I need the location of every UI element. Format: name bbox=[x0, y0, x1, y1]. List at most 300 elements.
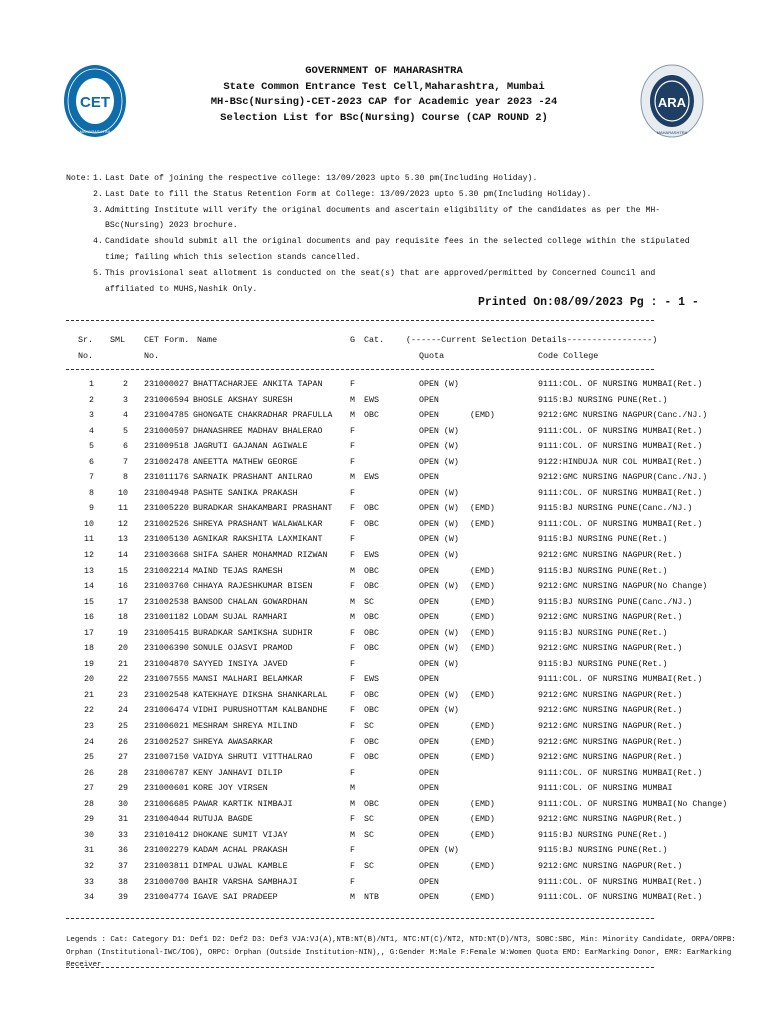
row-sml: 39 bbox=[118, 893, 128, 903]
table-row bbox=[0, 766, 768, 782]
row-sml: 24 bbox=[118, 706, 128, 716]
table-row bbox=[0, 672, 768, 688]
header-line-cap: MH-BSc(Nursing)-CET-2023 CAP for Academic year 2023 -24 bbox=[210, 96, 558, 108]
note-text: Candidate should submit all the original documents and pay requisite fees in the selected college within the stipulated time; failing which this selection stands cancelled. bbox=[105, 237, 690, 262]
row-candidate-name: GHONGATE CHAKRADHAR PRAFULLA bbox=[193, 411, 333, 421]
row-code-college: 9111:COL. OF NURSING MUMBAI(Ret.) bbox=[538, 380, 703, 389]
row-sr-no: 2 bbox=[89, 395, 94, 405]
row-code-college: 9212:GMC NURSING NAGPUR(Ret.) bbox=[538, 753, 683, 763]
row-quota: OPEN (W) bbox=[419, 551, 459, 561]
row-quota: OPEN bbox=[419, 395, 439, 405]
row-sml: 17 bbox=[118, 597, 128, 607]
row-category: OBC bbox=[364, 519, 379, 529]
table-row bbox=[0, 424, 768, 440]
row-quota: OPEN (W) bbox=[419, 690, 459, 700]
row-quota: OPEN (W) bbox=[419, 706, 459, 716]
row-gender: F bbox=[350, 551, 355, 561]
row-candidate-name: VAIDYA SHRUTI VITTHALRAO bbox=[193, 753, 313, 763]
table-row bbox=[0, 843, 768, 859]
row-gender: M bbox=[350, 395, 355, 405]
row-category: OBC bbox=[364, 644, 379, 654]
row-emd-flag: (EMD) bbox=[470, 613, 495, 623]
row-code-college: 9122:HINDUJA NUR COL MUMBAI(Ret.) bbox=[538, 457, 703, 467]
note-number: 2. bbox=[93, 189, 103, 199]
cet-seal-center-text: CET bbox=[80, 94, 110, 111]
row-cet-form-no: 231006594 bbox=[144, 395, 189, 405]
row-cet-form-no: 231005130 bbox=[144, 535, 189, 545]
row-sml: 18 bbox=[118, 613, 128, 623]
row-candidate-name: DHOKANE SUMIT VIJAY bbox=[193, 830, 288, 840]
row-cet-form-no: 231002527 bbox=[144, 737, 189, 747]
row-cet-form-no: 231006474 bbox=[144, 706, 189, 716]
row-quota: OPEN bbox=[419, 597, 439, 607]
row-category: EWS bbox=[364, 473, 379, 483]
row-candidate-name: MANSI MALHARI BELAMKAR bbox=[193, 675, 303, 685]
row-cet-form-no: 231003811 bbox=[144, 861, 189, 871]
row-category: EWS bbox=[364, 395, 379, 405]
row-quota: OPEN bbox=[419, 566, 439, 576]
row-sr-no: 31 bbox=[84, 846, 94, 856]
row-gender: F bbox=[350, 659, 355, 669]
row-gender: F bbox=[350, 582, 355, 592]
col-cet-no: No. bbox=[144, 351, 160, 361]
table-row bbox=[0, 532, 768, 548]
col-gender: G bbox=[350, 335, 356, 345]
table-row bbox=[0, 595, 768, 611]
row-quota: OPEN bbox=[419, 753, 439, 763]
row-quota: OPEN (W) bbox=[419, 504, 459, 514]
row-sr-no: 16 bbox=[84, 613, 94, 623]
row-quota: OPEN bbox=[419, 893, 439, 903]
row-quota: OPEN bbox=[419, 768, 439, 778]
note-number: 1. bbox=[93, 174, 103, 183]
row-cet-form-no: 231004785 bbox=[144, 411, 189, 421]
row-category: OBC bbox=[364, 628, 379, 638]
row-gender: F bbox=[350, 737, 355, 747]
table-row bbox=[0, 719, 768, 735]
row-sml: 5 bbox=[123, 426, 128, 436]
row-gender: F bbox=[350, 753, 355, 763]
printed-on-info: Printed On:08/09/2023 Pg : - 1 - bbox=[478, 296, 699, 309]
cet-seal-bottom-text: MAHARASHTRA bbox=[79, 129, 111, 134]
col-category: Cat. bbox=[364, 335, 385, 345]
row-candidate-name: DIMPAL UJWAL KAMBLE bbox=[193, 861, 288, 871]
table-row bbox=[0, 781, 768, 797]
table-row bbox=[0, 657, 768, 673]
note-number: 4. bbox=[93, 237, 103, 247]
row-sml: 13 bbox=[118, 535, 128, 545]
row-emd-flag: (EMD) bbox=[470, 504, 495, 514]
divider bbox=[66, 918, 654, 919]
row-sml: 20 bbox=[118, 644, 128, 654]
table-row bbox=[0, 703, 768, 719]
row-gender: F bbox=[350, 442, 355, 452]
row-category: OBC bbox=[364, 753, 379, 763]
row-gender: F bbox=[350, 706, 355, 716]
row-quota: OPEN (W) bbox=[419, 659, 459, 669]
row-candidate-name: VIDHI PURUSHOTTAM KALBANDHE bbox=[193, 706, 328, 716]
row-code-college: 9111:COL. OF NURSING MUMBAI(No Change) bbox=[538, 799, 728, 809]
row-cet-form-no: 231000700 bbox=[144, 877, 189, 887]
row-quota: OPEN (W) bbox=[419, 644, 459, 654]
row-code-college: 9111:COL. OF NURSING MUMBAI bbox=[538, 784, 673, 794]
row-candidate-name: SHREYA AWASARKAR bbox=[193, 737, 273, 747]
note-lead: Note: bbox=[66, 174, 91, 183]
row-cet-form-no: 231011176 bbox=[144, 473, 189, 483]
row-cet-form-no: 231000027 bbox=[144, 380, 189, 389]
row-quota: OPEN (W) bbox=[419, 519, 459, 529]
document-header bbox=[120, 64, 648, 126]
note-item bbox=[66, 171, 706, 187]
row-gender: M bbox=[350, 799, 355, 809]
header-line-cell: State Common Entrance Test Cell,Maharashtra, Mumbai bbox=[223, 80, 545, 93]
row-candidate-name: PASHTE SANIKA PRAKASH bbox=[193, 488, 298, 498]
table-row bbox=[0, 626, 768, 642]
table-row bbox=[0, 735, 768, 751]
row-emd-flag: (EMD) bbox=[470, 411, 495, 421]
row-candidate-name: SONULE OJASVI PRAMOD bbox=[193, 644, 293, 654]
row-quota: OPEN (W) bbox=[419, 846, 459, 856]
row-sr-no: 6 bbox=[89, 457, 94, 467]
row-gender: M bbox=[350, 784, 355, 794]
row-category: SC bbox=[364, 722, 374, 732]
row-candidate-name: BANSOD CHALAN GOWARDHAN bbox=[193, 597, 308, 607]
row-category: OBC bbox=[364, 799, 379, 809]
table-row bbox=[0, 548, 768, 564]
row-sr-no: 28 bbox=[84, 799, 94, 809]
table-row bbox=[0, 875, 768, 891]
row-sr-no: 20 bbox=[84, 675, 94, 685]
row-cet-form-no: 231000597 bbox=[144, 426, 189, 436]
row-sr-no: 5 bbox=[89, 442, 94, 452]
row-cet-form-no: 231006021 bbox=[144, 722, 189, 732]
row-sml: 10 bbox=[118, 488, 128, 498]
row-sr-no: 26 bbox=[84, 768, 94, 778]
row-quota: OPEN bbox=[419, 675, 439, 685]
row-sml: 27 bbox=[118, 753, 128, 763]
row-emd-flag: (EMD) bbox=[470, 830, 495, 840]
row-candidate-name: BURADKAR SHAKAMBARI PRASHANT bbox=[193, 504, 333, 514]
row-emd-flag: (EMD) bbox=[470, 628, 495, 638]
row-sml: 23 bbox=[118, 690, 128, 700]
row-category: OBC bbox=[364, 411, 379, 421]
row-gender: M bbox=[350, 597, 355, 607]
row-sml: 30 bbox=[118, 799, 128, 809]
legend-text: Legends : Cat: Category D1: Def1 D2: Def2 D3: Def3 VJA:VJ(A),NTB:NT(B)/NT1, NTC:NT(C)/NT2, NTD:NT(D)/NT3, SOBC:SBC, Min: Minority Candidate, ORPA/ORPB: Orphan (Institutional-IWC/IOG), ORPC: Orphan (Outside Institution-NIN),, G:Gender M:Male F:Female W:Women Quota EMD: EarMarking Donor, EMR: EarMarking Receiver bbox=[66, 936, 736, 969]
row-sr-no: 8 bbox=[89, 488, 94, 498]
row-category: OBC bbox=[364, 706, 379, 716]
row-gender: F bbox=[350, 877, 355, 887]
row-category: SC bbox=[364, 830, 374, 840]
row-code-college: 9115:BJ NURSING PUNE(Ret.) bbox=[538, 395, 668, 405]
note-text: This provisional seat allotment is conducted on the seat(s) that are approved/permitted by Concerned Council and affiliated to MUHS,Nashik Only. bbox=[105, 268, 656, 294]
row-candidate-name: ANEETTA MATHEW GEORGE bbox=[193, 457, 298, 467]
row-emd-flag: (EMD) bbox=[470, 519, 495, 529]
header-line-government: GOVERNMENT OF MAHARASHTRA bbox=[305, 65, 463, 77]
col-quota: Quota bbox=[419, 351, 445, 361]
table-row bbox=[0, 828, 768, 844]
divider bbox=[66, 320, 654, 321]
col-sr-no: No. bbox=[78, 351, 94, 361]
row-sml: 38 bbox=[118, 877, 128, 887]
table-row bbox=[0, 890, 768, 906]
row-sr-no: 9 bbox=[89, 504, 94, 514]
row-code-college: 9212:GMC NURSING NAGPUR(Canc./NJ.) bbox=[538, 411, 708, 421]
row-candidate-name: MESHRAM SHREYA MILIND bbox=[193, 722, 298, 732]
row-cet-form-no: 231000601 bbox=[144, 784, 189, 794]
row-code-college: 9115:BJ NURSING PUNE(Ret.) bbox=[538, 830, 668, 840]
row-quota: OPEN bbox=[419, 473, 439, 483]
row-sr-no: 22 bbox=[84, 706, 94, 716]
row-category: OBC bbox=[364, 737, 379, 747]
row-code-college: 9111:COL. OF NURSING MUMBAI(Ret.) bbox=[538, 877, 703, 887]
row-cet-form-no: 231002526 bbox=[144, 519, 189, 529]
table-row bbox=[0, 470, 768, 486]
note-text: Admitting Institute will verify the original documents and ascertain eligibility of the candidates as per the MH-BSc(Nursing) 2023 brochure. bbox=[105, 205, 661, 231]
row-category: OBC bbox=[364, 504, 379, 514]
row-code-college: 9212:GMC NURSING NAGPUR(Ret.) bbox=[538, 551, 683, 561]
row-code-college: 9212:GMC NURSING NAGPUR(Canc./NJ.) bbox=[538, 473, 708, 483]
row-sml: 11 bbox=[118, 504, 128, 514]
row-category: OBC bbox=[364, 690, 379, 700]
row-code-college: 9212:GMC NURSING NAGPUR(Ret.) bbox=[538, 737, 683, 747]
row-emd-flag: (EMD) bbox=[470, 737, 495, 747]
row-cet-form-no: 231007555 bbox=[144, 675, 189, 685]
row-code-college: 9111:COL. OF NURSING MUMBAI(Ret.) bbox=[538, 426, 703, 436]
row-sr-no: 32 bbox=[84, 861, 94, 871]
row-category: EWS bbox=[364, 551, 379, 561]
row-gender: M bbox=[350, 566, 355, 576]
table-row bbox=[0, 455, 768, 471]
row-sml: 36 bbox=[118, 846, 128, 856]
row-sml: 6 bbox=[123, 442, 128, 452]
row-sml: 28 bbox=[118, 768, 128, 778]
col-sr: Sr. bbox=[78, 335, 94, 345]
row-sr-no: 10 bbox=[84, 519, 94, 529]
row-gender: F bbox=[350, 768, 355, 778]
divider bbox=[66, 369, 654, 370]
row-sml: 15 bbox=[118, 566, 128, 576]
ara-seal-icon bbox=[640, 63, 704, 139]
row-cet-form-no: 231003760 bbox=[144, 582, 189, 592]
table-row bbox=[0, 501, 768, 517]
row-candidate-name: KADAM ACHAL PRAKASH bbox=[193, 846, 288, 856]
row-cet-form-no: 231005415 bbox=[144, 628, 189, 638]
row-cet-form-no: 231003668 bbox=[144, 551, 189, 561]
row-candidate-name: SHREYA PRASHANT WALAWALKAR bbox=[193, 519, 323, 529]
row-cet-form-no: 231005220 bbox=[144, 504, 189, 514]
row-emd-flag: (EMD) bbox=[470, 566, 495, 576]
col-current-selection: (------Current Selection Details-----------------) bbox=[406, 335, 658, 345]
table-row bbox=[0, 579, 768, 595]
row-code-college: 9115:BJ NURSING PUNE(Canc./NJ.) bbox=[538, 597, 693, 607]
cet-cell-seal-icon bbox=[63, 63, 127, 139]
row-emd-flag: (EMD) bbox=[470, 690, 495, 700]
row-sml: 3 bbox=[123, 395, 128, 405]
row-code-college: 9115:BJ NURSING PUNE(Ret.) bbox=[538, 628, 668, 638]
row-gender: F bbox=[350, 628, 355, 638]
row-sml: 8 bbox=[123, 473, 128, 483]
row-sml: 12 bbox=[118, 519, 128, 529]
row-gender: F bbox=[350, 722, 355, 732]
row-code-college: 9212:GMC NURSING NAGPUR(Ret.) bbox=[538, 861, 683, 871]
row-sr-no: 34 bbox=[84, 893, 94, 903]
row-sr-no: 4 bbox=[89, 426, 94, 436]
row-category: SC bbox=[364, 815, 374, 825]
table-row bbox=[0, 408, 768, 424]
note-text: Last Date to fill the Status Retention Form at College: 13/09/2023 upto 5.30 pm(Including Holiday). bbox=[105, 189, 592, 199]
row-quota: OPEN bbox=[419, 737, 439, 747]
row-sml: 31 bbox=[118, 815, 128, 825]
row-sr-no: 14 bbox=[84, 582, 94, 592]
row-cet-form-no: 231006787 bbox=[144, 768, 189, 778]
row-quota: OPEN bbox=[419, 861, 439, 871]
row-cet-form-no: 231006390 bbox=[144, 644, 189, 654]
row-sr-no: 21 bbox=[84, 690, 94, 700]
row-emd-flag: (EMD) bbox=[470, 861, 495, 871]
row-gender: M bbox=[350, 473, 355, 483]
row-candidate-name: CHHAYA RAJESHKUMAR BISEN bbox=[193, 582, 313, 592]
row-category: NTB bbox=[364, 893, 379, 903]
row-sr-no: 23 bbox=[84, 722, 94, 732]
row-code-college: 9115:BJ NURSING PUNE(Canc./NJ.) bbox=[538, 504, 693, 514]
row-quota: OPEN (W) bbox=[419, 628, 459, 638]
row-gender: F bbox=[350, 815, 355, 825]
row-cet-form-no: 231004774 bbox=[144, 893, 189, 903]
row-category: EWS bbox=[364, 675, 379, 685]
row-sr-no: 27 bbox=[84, 784, 94, 794]
table-row bbox=[0, 393, 768, 409]
table-row bbox=[0, 564, 768, 580]
row-quota: OPEN bbox=[419, 830, 439, 840]
row-gender: M bbox=[350, 893, 355, 903]
ara-seal-center-text: ARA bbox=[657, 95, 687, 110]
note-item bbox=[66, 266, 706, 298]
col-cet-form: CET Form. bbox=[144, 335, 190, 345]
row-code-college: 9212:GMC NURSING NAGPUR(No Change) bbox=[538, 582, 708, 592]
row-gender: F bbox=[350, 519, 355, 529]
row-gender: F bbox=[350, 675, 355, 685]
row-sml: 37 bbox=[118, 861, 128, 871]
row-sr-no: 3 bbox=[89, 411, 94, 421]
row-emd-flag: (EMD) bbox=[470, 644, 495, 654]
row-gender: F bbox=[350, 861, 355, 871]
row-candidate-name: SAYYED INSIYA JAVED bbox=[193, 659, 288, 669]
row-sr-no: 25 bbox=[84, 753, 94, 763]
table-row bbox=[0, 812, 768, 828]
row-code-college: 9115:BJ NURSING PUNE(Ret.) bbox=[538, 535, 668, 545]
table-row bbox=[0, 797, 768, 813]
notes-section bbox=[66, 171, 706, 297]
row-cet-form-no: 231002478 bbox=[144, 457, 189, 467]
row-sml: 29 bbox=[118, 784, 128, 794]
ara-seal-bottom-text: MAHARASHTRA bbox=[656, 130, 688, 135]
row-code-college: 9111:COL. OF NURSING MUMBAI(Ret.) bbox=[538, 519, 703, 529]
note-item bbox=[66, 187, 706, 203]
table-row bbox=[0, 486, 768, 502]
row-cet-form-no: 231004948 bbox=[144, 488, 189, 498]
row-candidate-name: PAWAR KARTIK NIMBAJI bbox=[193, 799, 293, 809]
row-quota: OPEN bbox=[419, 815, 439, 825]
row-cet-form-no: 231002279 bbox=[144, 846, 189, 856]
row-category: OBC bbox=[364, 613, 379, 623]
row-code-college: 9212:GMC NURSING NAGPUR(Ret.) bbox=[538, 644, 683, 654]
col-code-college: Code College bbox=[538, 351, 599, 361]
row-gender: F bbox=[350, 488, 355, 498]
row-candidate-name: SHIFA SAHER MOHAMMAD RIZWAN bbox=[193, 551, 328, 561]
row-cet-form-no: 231006685 bbox=[144, 799, 189, 809]
row-sr-no: 1 bbox=[89, 380, 94, 389]
row-quota: OPEN (W) bbox=[419, 582, 459, 592]
table-row bbox=[0, 517, 768, 533]
row-candidate-name: BAHIR VARSHA SAMBHAJI bbox=[193, 877, 298, 887]
row-cet-form-no: 231004044 bbox=[144, 815, 189, 825]
row-quota: OPEN bbox=[419, 722, 439, 732]
row-sr-no: 17 bbox=[84, 628, 94, 638]
row-gender: F bbox=[350, 380, 355, 389]
note-number: 5. bbox=[93, 268, 103, 278]
row-sml: 22 bbox=[118, 675, 128, 685]
row-gender: F bbox=[350, 690, 355, 700]
row-emd-flag: (EMD) bbox=[470, 815, 495, 825]
row-emd-flag: (EMD) bbox=[470, 753, 495, 763]
note-text: Last Date of joining the respective college: 13/09/2023 upto 5.30 pm(Including Holiday). bbox=[105, 174, 538, 183]
row-sml: 21 bbox=[118, 659, 128, 669]
row-quota: OPEN bbox=[419, 877, 439, 887]
note-item bbox=[66, 203, 706, 235]
row-gender: F bbox=[350, 504, 355, 514]
row-quota: OPEN bbox=[419, 411, 439, 421]
row-gender: M bbox=[350, 613, 355, 623]
row-category: SC bbox=[364, 597, 374, 607]
row-candidate-name: MAIND TEJAS RAMESH bbox=[193, 566, 283, 576]
row-gender: M bbox=[350, 830, 355, 840]
row-sr-no: 30 bbox=[84, 830, 94, 840]
row-sml: 26 bbox=[118, 737, 128, 747]
row-emd-flag: (EMD) bbox=[470, 597, 495, 607]
row-sr-no: 29 bbox=[84, 815, 94, 825]
row-candidate-name: KORE JOY VIRSEN bbox=[193, 784, 268, 794]
row-code-college: 9212:GMC NURSING NAGPUR(Ret.) bbox=[538, 815, 683, 825]
row-gender: F bbox=[350, 535, 355, 545]
row-emd-flag: (EMD) bbox=[470, 799, 495, 809]
row-code-college: 9115:BJ NURSING PUNE(Ret.) bbox=[538, 566, 668, 576]
row-sml: 33 bbox=[118, 830, 128, 840]
row-sml: 19 bbox=[118, 628, 128, 638]
row-code-college: 9111:COL. OF NURSING MUMBAI(Ret.) bbox=[538, 768, 703, 778]
row-quota: OPEN (W) bbox=[419, 457, 459, 467]
row-category: OBC bbox=[364, 566, 379, 576]
row-quota: OPEN (W) bbox=[419, 488, 459, 498]
row-cet-form-no: 231010412 bbox=[144, 830, 189, 840]
row-sr-no: 11 bbox=[84, 535, 94, 545]
row-cet-form-no: 231002538 bbox=[144, 597, 189, 607]
table-row bbox=[0, 859, 768, 875]
row-quota: OPEN (W) bbox=[419, 442, 459, 452]
row-gender: F bbox=[350, 426, 355, 436]
row-sr-no: 7 bbox=[89, 473, 94, 483]
row-emd-flag: (EMD) bbox=[470, 582, 495, 592]
row-sml: 7 bbox=[123, 457, 128, 467]
row-candidate-name: BHOSLE AKSHAY SURESH bbox=[193, 395, 293, 405]
row-sml: 14 bbox=[118, 551, 128, 561]
row-sml: 4 bbox=[123, 411, 128, 421]
row-emd-flag: (EMD) bbox=[470, 893, 495, 903]
row-gender: F bbox=[350, 644, 355, 654]
row-category: OBC bbox=[364, 582, 379, 592]
divider bbox=[66, 967, 654, 968]
row-quota: OPEN bbox=[419, 613, 439, 623]
